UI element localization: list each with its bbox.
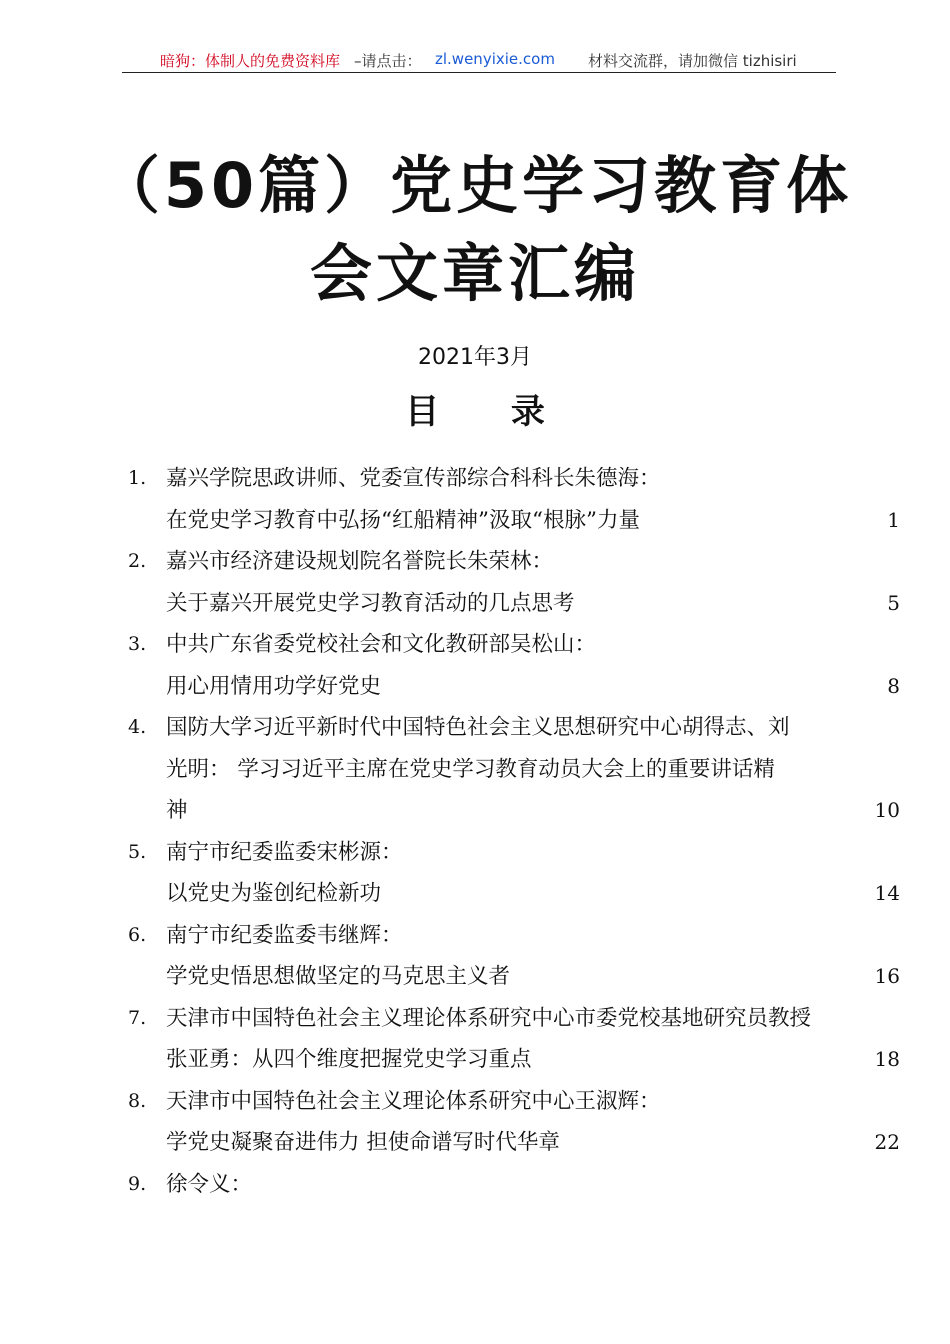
toc-entry-line <box>128 749 900 791</box>
toc-entry-text: 嘉兴市经济建设规划院名誉院长朱荣林： <box>166 549 554 574</box>
toc-entry-line <box>128 707 900 749</box>
header-brand: 暗狗：体制人的免费资料库 <box>160 52 341 70</box>
document-date: 2021年3月 <box>418 345 532 370</box>
toc-entry-line <box>128 500 900 542</box>
toc-entry-page: 5 <box>887 590 900 615</box>
document-title-line1: （50篇）党史学习教育体 <box>97 149 853 222</box>
table-of-contents <box>128 458 900 1205</box>
toc-entry-line <box>128 873 900 915</box>
toc-entry-line <box>128 998 900 1040</box>
toc-entry-text: 中共广东省委党校社会和文化教研部吴松山： <box>166 632 597 657</box>
toc-entry-line <box>128 915 900 957</box>
toc-entry-line <box>128 1164 900 1206</box>
toc-entry-text: 天津市中国特色社会主义理论体系研究中心王淑辉： <box>166 1088 661 1114</box>
toc-entry-page: 22 <box>874 1130 900 1154</box>
toc-entry-page: 16 <box>874 964 900 988</box>
toc-entry-number: 5. <box>128 840 147 863</box>
toc-entry[interactable] <box>128 1081 900 1164</box>
toc-entry-page: 18 <box>874 1047 900 1071</box>
toc-entry-line <box>128 1122 900 1164</box>
toc-entry-line <box>128 1039 900 1081</box>
toc-entry-line <box>128 541 900 583</box>
toc-entry-text: 学党史凝聚奋进伟力 担使命谱写时代华章 <box>166 1130 560 1155</box>
toc-entry-page: 1 <box>887 507 900 532</box>
toc-entry-number: 7. <box>128 1006 147 1029</box>
toc-entry-line <box>128 583 900 625</box>
toc-entry-text: 以党史为鉴创纪检新功 <box>166 881 382 906</box>
toc-entry-number: 1. <box>128 467 147 489</box>
document-title-line2: 会文章汇编 <box>309 237 640 310</box>
toc-entry-text: 张亚勇：从四个维度把握党史学习重点 <box>166 1047 532 1072</box>
toc-entry[interactable] <box>128 1164 900 1206</box>
toc-entry[interactable] <box>128 707 900 832</box>
toc-entry-line <box>128 956 900 998</box>
toc-entry-number: 4. <box>128 716 147 738</box>
toc-entry-text: 嘉兴学院思政讲师、党委宣传部综合科科长朱德海： <box>166 466 661 491</box>
toc-entry-line <box>128 790 900 832</box>
toc-entry-text: 徐令义： <box>166 1171 253 1197</box>
toc-entry-text: 国防大学习近平新时代中国特色社会主义思想研究中心胡得志、刘 <box>166 715 790 740</box>
header-click-prompt: –请点击： <box>354 52 422 70</box>
toc-entry-text: 神 <box>166 798 188 823</box>
toc-entry-text: 南宁市纪委监委宋彬源： <box>166 839 403 865</box>
toc-entry-number: 3. <box>128 633 147 655</box>
toc-entry-line <box>128 832 900 874</box>
toc-entry-line <box>128 458 900 500</box>
toc-entry-number: 2. <box>128 550 147 572</box>
toc-entry-text: 天津市中国特色社会主义理论体系研究中心市委党校基地研究员教授 <box>166 1005 812 1031</box>
toc-entry-text: 用心用情用功学好党史 <box>166 673 382 699</box>
header-url-link[interactable]: zl.wenyixie.com <box>435 50 555 68</box>
header-wechat-note: 材料交流群，请加微信 tizhisiri <box>588 52 797 70</box>
toc-entry-number: 8. <box>128 1089 147 1112</box>
page-header <box>122 44 836 73</box>
toc-entry-page: 8 <box>887 673 900 698</box>
toc-entry[interactable] <box>128 458 900 541</box>
toc-entry[interactable] <box>128 541 900 624</box>
toc-entry[interactable] <box>128 624 900 707</box>
toc-entry-text: 关于嘉兴开展党史学习教育活动的几点思考 <box>166 590 575 616</box>
toc-entry-text: 南宁市纪委监委韦继辉： <box>166 922 403 948</box>
toc-entry-line <box>128 1081 900 1123</box>
toc-entry-text: 在党史学习教育中弘扬“红船精神”汲取“根脉”力量 <box>166 507 640 533</box>
toc-entry-number: 6. <box>128 923 147 946</box>
toc-entry-page: 14 <box>874 881 900 905</box>
toc-entry-line <box>128 624 900 666</box>
toc-entry[interactable] <box>128 832 900 915</box>
toc-entry-number: 9. <box>128 1172 147 1195</box>
toc-entry-page: 10 <box>874 798 900 822</box>
toc-entry-text: 光明： 学习习近平主席在党史学习教育动员大会上的重要讲话精 <box>166 756 775 782</box>
toc-heading: 目 录 <box>405 392 575 432</box>
toc-entry[interactable] <box>128 998 900 1081</box>
toc-entry[interactable] <box>128 915 900 998</box>
toc-entry-text: 学党史悟思想做坚定的马克思主义者 <box>166 964 511 989</box>
toc-entry-line <box>128 666 900 708</box>
